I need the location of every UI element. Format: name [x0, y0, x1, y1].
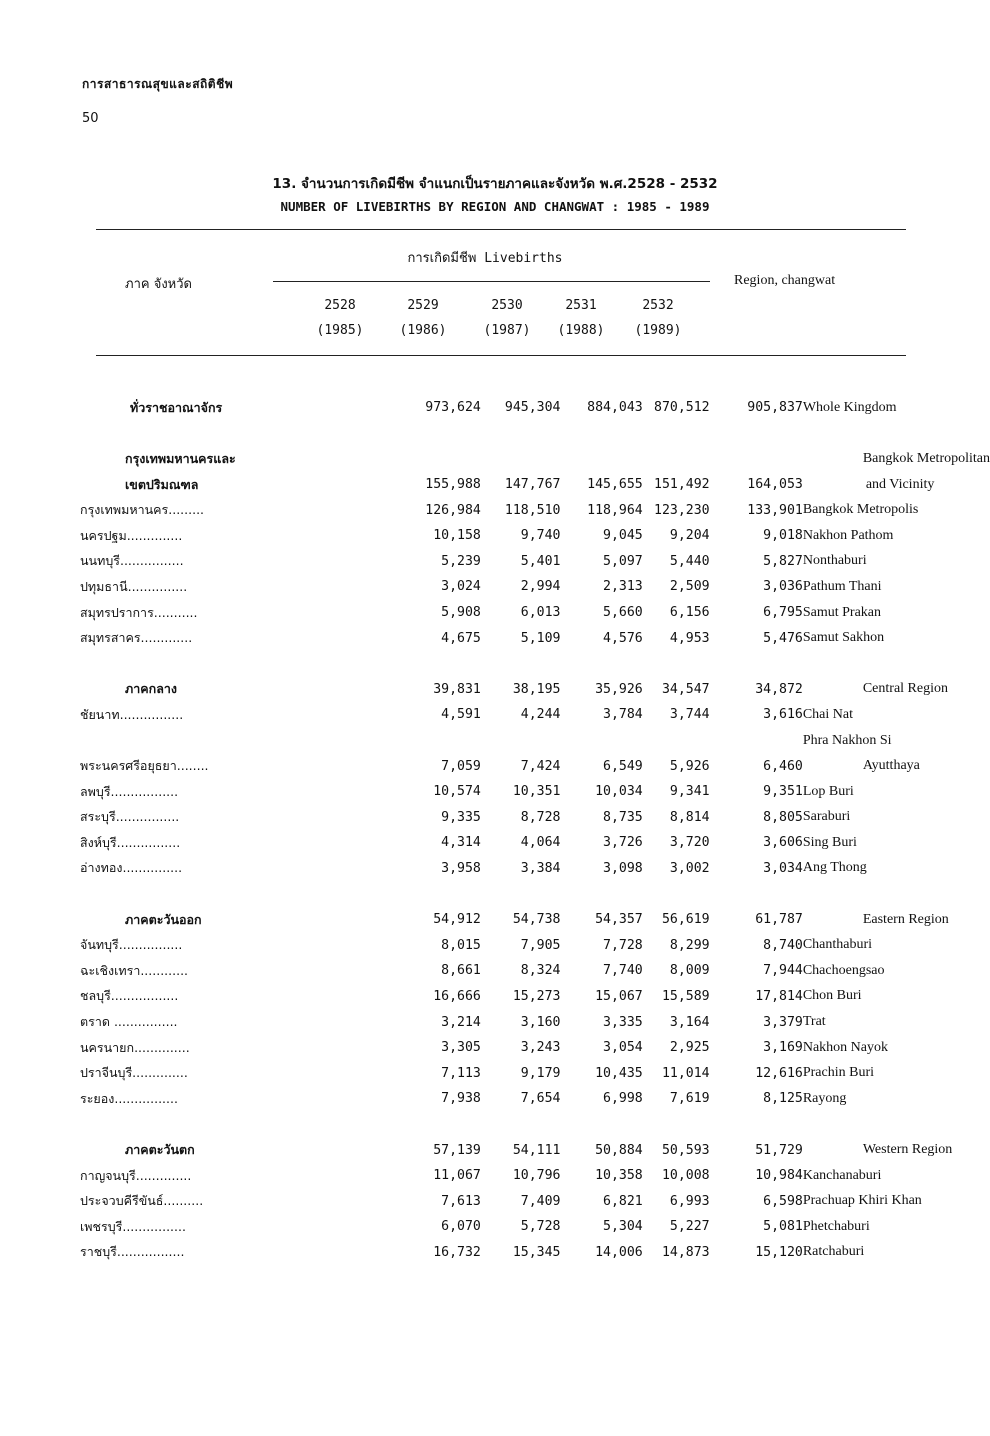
row-label-english: Bangkok Metropolis — [802, 502, 919, 518]
value-cell — [560, 728, 642, 754]
value-cell: 4,675 — [441, 630, 481, 646]
value-cell: 2,994 — [520, 579, 561, 595]
value-cell: 7,409 — [520, 1193, 561, 1209]
value-cell — [481, 446, 561, 472]
value-cell: 5,227 — [669, 1219, 710, 1235]
value-cell: 56,619 — [661, 912, 710, 928]
value-cell: 10,984 — [755, 1168, 803, 1184]
value-cell: 3,169 — [763, 1040, 803, 1056]
value-cell: 39,831 — [433, 681, 481, 697]
value-cell — [710, 728, 803, 754]
value-cell: 133,901 — [747, 502, 803, 518]
value-cell — [710, 446, 803, 472]
value-cell: 35,926 — [595, 681, 643, 697]
value-cell: 3,054 — [603, 1040, 643, 1056]
value-cell: 4,953 — [669, 630, 710, 646]
row-label-thai: กาญจนบุรี.............. — [80, 1167, 192, 1183]
spacer-cell — [80, 1112, 990, 1138]
row-label-thai: ภาคตะวันตก — [125, 1142, 195, 1158]
value-cell: 3,164 — [669, 1014, 710, 1030]
value-cell: 9,018 — [763, 528, 803, 544]
value-cell: 164,053 — [747, 477, 803, 493]
value-cell: 12,616 — [755, 1065, 803, 1081]
row-label-thai: เพชรบุรี................ — [80, 1218, 186, 1234]
row-label-thai: สมุทรสาคร............. — [80, 630, 193, 646]
table-row — [80, 574, 990, 600]
value-cell: 3,720 — [669, 835, 710, 851]
value-cell: 7,613 — [441, 1193, 481, 1209]
table-row — [80, 446, 990, 472]
value-cell: 973,624 — [425, 400, 481, 416]
value-cell: 10,796 — [512, 1168, 561, 1184]
row-label-thai: ชลบุรี................. — [80, 988, 179, 1004]
value-cell: 6,013 — [520, 605, 561, 621]
table-row — [80, 1188, 990, 1214]
table-row — [80, 728, 990, 754]
table-row — [80, 472, 990, 498]
row-label-thai: ระยอง................ — [80, 1090, 178, 1106]
header-year-2530: 2530 — [491, 298, 523, 313]
value-cell: 50,884 — [595, 1142, 643, 1158]
value-cell: 3,098 — [603, 860, 643, 876]
value-cell: 15,345 — [512, 1244, 561, 1260]
value-cell: 155,988 — [425, 477, 481, 493]
value-cell: 3,744 — [669, 707, 710, 723]
value-cell: 57,139 — [433, 1142, 481, 1158]
table-row — [80, 1214, 990, 1240]
row-label-thai: อ่างทอง............... — [80, 860, 183, 876]
value-cell: 3,305 — [441, 1040, 481, 1056]
value-cell: 9,740 — [520, 528, 561, 544]
value-cell: 3,616 — [763, 707, 803, 723]
row-label-english: Ratchaburi — [802, 1244, 865, 1260]
row-label-english: Sing Buri — [802, 834, 857, 850]
value-cell: 118,964 — [587, 502, 643, 518]
value-cell: 11,067 — [433, 1168, 481, 1184]
value-cell: 8,015 — [441, 937, 481, 953]
row-label-english: Rayong — [802, 1090, 847, 1106]
value-cell: 3,036 — [763, 579, 803, 595]
value-cell: 10,358 — [595, 1168, 643, 1184]
value-cell: 10,008 — [661, 1168, 710, 1184]
value-cell: 54,357 — [595, 912, 643, 928]
row-label-english: Samut Sakhon — [802, 630, 885, 646]
header-year-1985: (1985) — [316, 323, 364, 338]
value-cell: 5,081 — [763, 1219, 803, 1235]
value-cell: 3,024 — [441, 579, 481, 595]
value-cell: 6,460 — [763, 758, 803, 774]
table-title-english: NUMBER OF LIVEBIRTHS BY REGION AND CHANGWAT : 1985 - 1989 — [280, 199, 710, 214]
value-cell: 5,401 — [520, 553, 561, 569]
row-label-english: Pathum Thani — [802, 578, 882, 594]
value-cell: 7,740 — [603, 963, 643, 979]
value-cell: 3,784 — [603, 707, 643, 723]
value-cell: 15,273 — [512, 988, 561, 1004]
row-label-thai: ปราจีนบุรี.............. — [80, 1065, 188, 1081]
table-row — [80, 779, 990, 805]
row-label-english: Ayutthaya — [862, 758, 920, 774]
header-year-1988: (1988) — [557, 323, 605, 338]
value-cell: 9,204 — [669, 528, 710, 544]
row-label-thai: ราชบุรี................. — [80, 1244, 185, 1260]
value-cell: 7,619 — [669, 1091, 710, 1107]
header-year-2529: 2529 — [407, 298, 439, 313]
value-cell: 118,510 — [504, 502, 561, 518]
value-cell: 945,304 — [504, 400, 561, 416]
value-cell: 6,156 — [669, 605, 710, 621]
value-cell: 870,512 — [654, 400, 710, 416]
value-cell: 3,379 — [763, 1014, 803, 1030]
row-label-english: Ang Thong — [802, 860, 867, 876]
table-row — [80, 958, 990, 984]
row-label-thai: สมุทรปราการ........... — [80, 604, 198, 620]
row-label-thai: ภาคตะวันออก — [125, 911, 202, 927]
spacer-row — [80, 421, 990, 447]
value-cell: 145,655 — [587, 477, 643, 493]
row-label-thai: สระบุรี................ — [80, 809, 180, 825]
header-year-2528: 2528 — [324, 298, 356, 313]
row-label-thai: กรุงเทพมหานครและ — [125, 450, 236, 466]
value-cell: 7,905 — [520, 937, 561, 953]
value-cell: 9,341 — [669, 784, 710, 800]
value-cell: 5,660 — [603, 605, 643, 621]
value-cell: 151,492 — [654, 477, 710, 493]
table-row — [80, 1240, 990, 1266]
value-cell: 61,787 — [755, 912, 803, 928]
value-cell: 15,067 — [595, 988, 643, 1004]
table-row — [80, 932, 990, 958]
row-label-english: Western Region — [862, 1142, 953, 1158]
value-cell: 8,805 — [763, 809, 803, 825]
value-cell: 54,912 — [433, 912, 481, 928]
value-cell: 5,109 — [520, 630, 561, 646]
value-cell: 15,120 — [755, 1244, 803, 1260]
value-cell: 54,738 — [512, 912, 561, 928]
value-cell — [294, 446, 481, 472]
value-cell: 8,661 — [441, 963, 481, 979]
value-cell: 7,938 — [441, 1091, 481, 1107]
table-row — [80, 1060, 990, 1086]
top-rule — [96, 229, 906, 230]
value-cell: 10,158 — [433, 528, 481, 544]
row-label-thai: จันทบุรี................ — [80, 937, 183, 953]
table-row — [80, 984, 990, 1010]
row-label-thai: ฉะเชิงเทรา............ — [80, 962, 189, 978]
running-head: การสาธารณสุขและสถิติชีพ — [82, 77, 234, 91]
row-label-thai — [80, 728, 294, 754]
value-cell — [481, 728, 561, 754]
row-label-english: Samut Prakan — [802, 604, 881, 620]
table-row — [80, 497, 990, 523]
row-label-thai: สิงห์บุรี................ — [80, 834, 181, 850]
value-cell: 16,732 — [433, 1244, 481, 1260]
row-label-english: Nakhon Nayok — [802, 1039, 888, 1055]
value-cell: 2,509 — [669, 579, 710, 595]
spacer-row — [80, 651, 990, 677]
value-cell: 4,314 — [441, 835, 481, 851]
value-cell: 7,424 — [520, 758, 561, 774]
value-cell: 34,872 — [755, 681, 803, 697]
row-label-thai: ปทุมธานี............... — [80, 578, 188, 594]
value-cell: 5,926 — [669, 758, 710, 774]
table-row — [80, 856, 990, 882]
row-label-english: Chachoengsao — [802, 962, 885, 978]
row-label-english: Nakhon Pathom — [802, 527, 894, 543]
value-cell: 884,043 — [587, 400, 643, 416]
value-cell: 3,335 — [603, 1014, 643, 1030]
value-cell: 8,324 — [520, 963, 561, 979]
value-cell: 4,244 — [520, 707, 561, 723]
header-group-label: การเกิดมีชีพ Livebirths — [407, 251, 563, 266]
row-label-thai: นครนายก.............. — [80, 1039, 190, 1055]
value-cell: 15,589 — [661, 988, 710, 1004]
value-cell: 147,767 — [504, 477, 561, 493]
value-cell: 8,814 — [669, 809, 710, 825]
row-label-english: Prachuap Khiri Khan — [802, 1193, 922, 1209]
table-row — [80, 523, 990, 549]
row-label-thai: ประจวบคีรีขันธ์.......... — [80, 1193, 204, 1209]
row-label-english: Whole Kingdom — [802, 399, 897, 415]
value-cell — [560, 446, 642, 472]
value-cell: 6,598 — [763, 1193, 803, 1209]
value-cell: 6,795 — [763, 605, 803, 621]
value-cell: 9,351 — [763, 784, 803, 800]
spacer-cell — [80, 651, 990, 677]
row-label-english: Chon Buri — [802, 988, 862, 1004]
spacer-row — [80, 881, 990, 907]
value-cell: 17,814 — [755, 988, 803, 1004]
value-cell: 11,014 — [661, 1065, 710, 1081]
value-cell: 8,299 — [669, 937, 710, 953]
value-cell: 2,313 — [603, 579, 643, 595]
value-cell: 14,873 — [661, 1244, 710, 1260]
header-group-rule — [273, 281, 710, 282]
row-label-english: Chanthaburi — [802, 937, 873, 953]
value-cell: 6,993 — [669, 1193, 710, 1209]
value-cell: 4,576 — [603, 630, 643, 646]
table-row — [80, 1086, 990, 1112]
table-row — [80, 805, 990, 831]
value-cell: 50,593 — [661, 1142, 710, 1158]
table-row — [80, 600, 990, 626]
value-cell — [643, 728, 710, 754]
value-cell: 10,351 — [512, 784, 561, 800]
value-cell — [643, 446, 710, 472]
row-label-english: Trat — [802, 1014, 826, 1030]
value-cell: 16,666 — [433, 988, 481, 1004]
value-cell: 3,160 — [520, 1014, 561, 1030]
value-cell: 7,728 — [603, 937, 643, 953]
row-label-english: Eastern Region — [862, 911, 949, 927]
table-row — [80, 625, 990, 651]
value-cell: 3,002 — [669, 860, 710, 876]
row-label-english: and Vicinity — [865, 476, 935, 492]
row-label-english: Prachin Buri — [802, 1065, 874, 1081]
value-cell: 6,070 — [441, 1219, 481, 1235]
value-cell: 5,827 — [763, 553, 803, 569]
spacer-cell — [80, 421, 990, 447]
row-label-english: Phetchaburi — [802, 1218, 870, 1234]
value-cell: 34,547 — [661, 681, 710, 697]
row-label-english: Bangkok Metropolitan — [862, 450, 990, 466]
table-row — [80, 1009, 990, 1035]
value-cell: 905,837 — [747, 400, 803, 416]
value-cell: 5,304 — [603, 1219, 643, 1235]
value-cell: 10,574 — [433, 784, 481, 800]
row-label-english: Kanchanaburi — [802, 1167, 882, 1183]
value-cell: 10,034 — [595, 784, 643, 800]
header-right-label: Region, changwat — [734, 273, 836, 288]
row-label-english: Phra Nakhon Si — [802, 732, 892, 748]
table-row — [80, 830, 990, 856]
row-label-thai: นนทบุรี................ — [80, 553, 184, 569]
value-cell: 8,728 — [520, 809, 561, 825]
row-label-thai: ภาคกลาง — [125, 681, 177, 697]
table-body — [80, 395, 990, 1265]
row-label-thai: พระนครศรีอยุธยา........ — [80, 758, 209, 774]
value-cell: 9,045 — [603, 528, 643, 544]
header-year-2531: 2531 — [565, 298, 597, 313]
value-cell: 8,740 — [763, 937, 803, 953]
header-bottom-rule — [96, 355, 906, 356]
value-cell: 6,998 — [603, 1091, 643, 1107]
value-cell: 51,729 — [755, 1142, 803, 1158]
row-label-thai: นครปฐม.............. — [80, 527, 183, 543]
value-cell: 2,925 — [669, 1040, 710, 1056]
header-year-1987: (1987) — [483, 323, 531, 338]
table-row — [80, 549, 990, 575]
value-cell: 5,908 — [441, 605, 481, 621]
row-label-thai: เขตปริมณฑล — [125, 476, 199, 492]
value-cell: 5,097 — [603, 553, 643, 569]
value-cell: 126,984 — [425, 502, 481, 518]
value-cell: 3,726 — [603, 835, 643, 851]
row-label-english: Central Region — [862, 681, 948, 697]
table-row — [80, 1137, 990, 1163]
table-row — [80, 677, 990, 703]
value-cell: 3,606 — [763, 835, 803, 851]
value-cell: 5,728 — [520, 1219, 561, 1235]
value-cell: 4,064 — [520, 835, 561, 851]
value-cell: 4,591 — [441, 707, 481, 723]
row-label-thai: ลพบุรี................. — [80, 783, 179, 799]
row-label-thai: กรุงเทพมหานคร......... — [80, 502, 205, 518]
row-label-thai: ทั่วราชอาณาจักร — [130, 399, 223, 415]
value-cell: 10,435 — [595, 1065, 643, 1081]
row-label-english: Nonthaburi — [802, 553, 867, 569]
table-row — [80, 702, 990, 728]
value-cell: 7,059 — [441, 758, 481, 774]
header-year-1986: (1986) — [399, 323, 447, 338]
livebirths-table — [80, 395, 990, 1265]
value-cell: 6,549 — [603, 758, 643, 774]
header-year-2532: 2532 — [642, 298, 674, 313]
value-cell: 7,113 — [441, 1065, 481, 1081]
row-label-thai: ชัยนาท................ — [80, 706, 184, 722]
value-cell: 6,821 — [603, 1193, 643, 1209]
spacer-row — [80, 1112, 990, 1138]
value-cell: 8,735 — [603, 809, 643, 825]
row-label-thai: ตราด ................ — [80, 1014, 178, 1030]
table-row — [80, 1163, 990, 1189]
page-number: 50 — [82, 111, 99, 126]
value-cell: 123,230 — [654, 502, 710, 518]
value-cell: 3,384 — [520, 860, 561, 876]
header-left-label: ภาค จังหวัด — [125, 277, 192, 292]
row-label-english: Saraburi — [802, 809, 851, 825]
value-cell: 5,239 — [441, 553, 481, 569]
value-cell: 54,111 — [512, 1142, 561, 1158]
table-row — [80, 395, 990, 421]
table-row — [80, 753, 990, 779]
table-title-thai: 13. จำนวนการเกิดมีชีพ จำแนกเป็นรายภาคและจังหวัด พ.ศ.2528 - 2532 — [272, 176, 718, 192]
value-cell: 3,034 — [763, 860, 803, 876]
value-cell: 3,243 — [520, 1040, 561, 1056]
value-cell: 7,654 — [520, 1091, 561, 1107]
value-cell: 38,195 — [512, 681, 561, 697]
value-cell: 8,009 — [669, 963, 710, 979]
spacer-cell — [80, 881, 990, 907]
value-cell: 8,125 — [763, 1091, 803, 1107]
value-cell: 9,179 — [520, 1065, 561, 1081]
value-cell: 14,006 — [595, 1244, 643, 1260]
value-cell — [294, 728, 481, 754]
row-label-english: Lop Buri — [802, 783, 854, 799]
value-cell: 9,335 — [441, 809, 481, 825]
value-cell: 5,440 — [669, 553, 710, 569]
table-row — [80, 907, 990, 933]
row-label-english: Chai Nat — [802, 706, 853, 722]
header-year-1989: (1989) — [634, 323, 682, 338]
value-cell: 7,944 — [763, 963, 803, 979]
table-row — [80, 1035, 990, 1061]
value-cell: 3,214 — [441, 1014, 481, 1030]
value-cell: 5,476 — [763, 630, 803, 646]
value-cell: 3,958 — [441, 860, 481, 876]
